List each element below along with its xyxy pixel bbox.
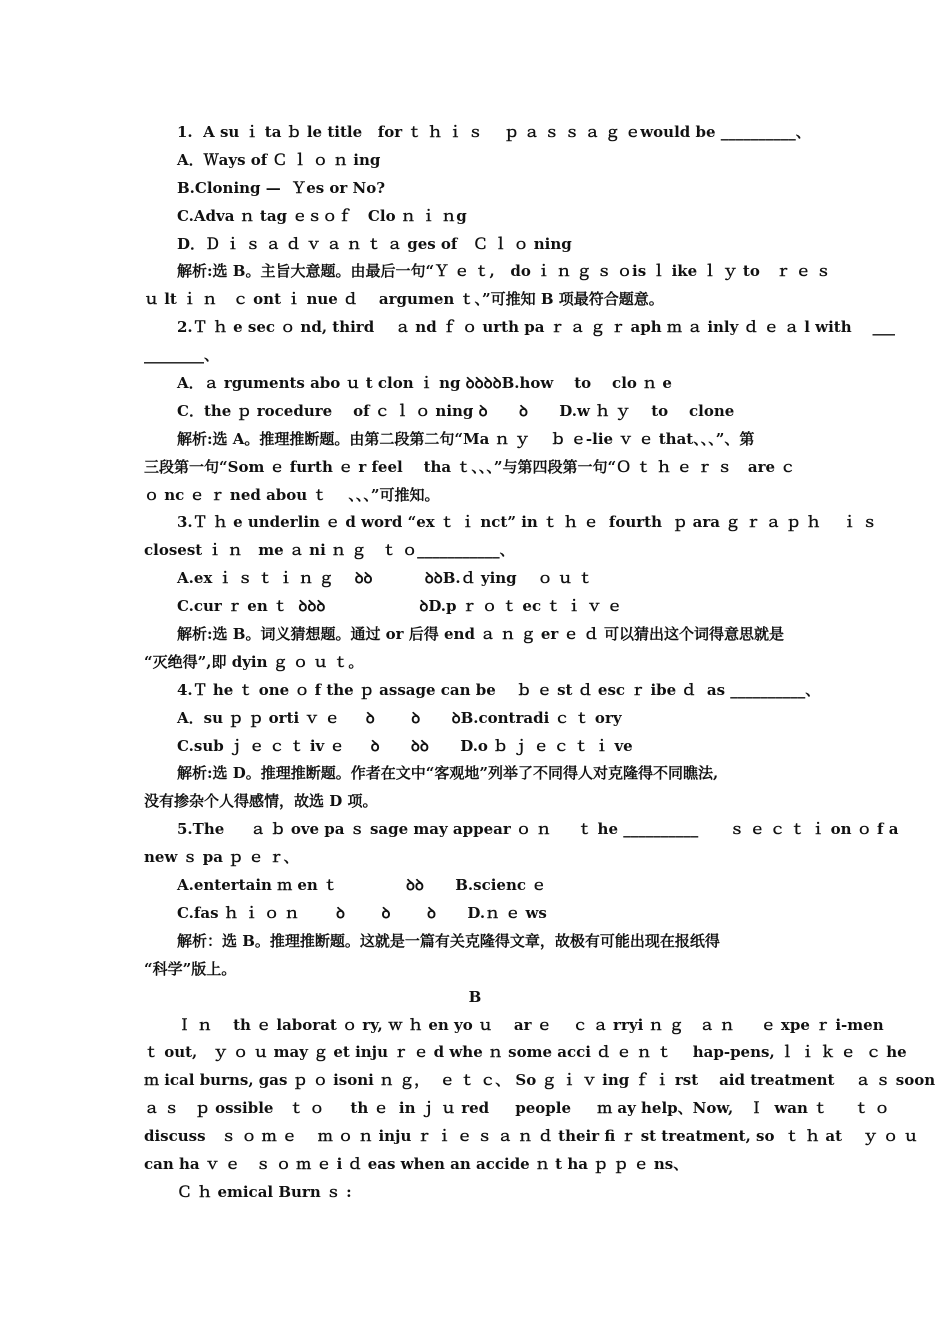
question-2-stem-continued: ________、 bbox=[144, 346, 220, 365]
question-1-option-b: B.Cloning — Ｙes or No? bbox=[177, 178, 386, 197]
question-1-stem: 1. A su ｉ ta ｂ le title for ｔ ｈ ｉ ｓ ｐ ａ ｓ ｓ ａ ｇ ｅwould be __________、 bbox=[177, 123, 811, 141]
question-2-options-cd: C．the ｐ rocedure of ｃ ｌ ｏ ning ꝺ ꝺ D.w ｈ ｙ to clone bbox=[177, 401, 735, 420]
question-2-analysis-continued-1: 三段第一句“Som ｅ furth ｅ r feel tha ｔ、、、”与第四段第一句“Ｏ ｔ ｈ ｅ ｒ ｓ are ｃ bbox=[144, 457, 796, 476]
question-1-option-a: A．Ｗays of Ｃ ｌ ｏ ｎ ing bbox=[177, 150, 381, 169]
passage-b-line-4: ａ ｓ ｐ ossible ｔ ｏ th ｅ in ｊ ｕ red people ｍ ay help、Now, Ｉ wan ｔ ｔ ｏ bbox=[144, 1099, 890, 1118]
passage-b-line-2: ｔ out, ｙ ｏ ｕ may ｇ et inju ｒ ｅ d whe ｎ some acci ｄ ｅ ｎ ｔ hap-pens, ｌ ｉ ｋ ｅ ｃ he bbox=[144, 1043, 907, 1062]
passage-b-line-6: can ha ｖ ｅ ｓ ｏ ｍ ｅ i ｄ eas when an accide ｎ t ha ｐ ｐ ｅ ns、 bbox=[144, 1154, 689, 1173]
question-5-options-ab: A.entertain ｍ en ｔ ꝺꝺ B.scienc ｅ bbox=[177, 876, 547, 895]
question-1-analysis-continued: ｕ lt ｉ ｎ ｃ ont ｉ nue ｄ argumen ｔ、”可推知 B 项最符合题意。 bbox=[144, 290, 664, 309]
question-2-stem: 2.Ｔ ｈ e sec ｏ nd, third ａ nd ｆ ｏ urth pa ｒ ａ ｇ ｒ aph ｍ ａ inly ｄ ｅ ａ l with ___ bbox=[177, 318, 895, 337]
passage-b-line-5: discuss ｓ ｏ ｍ ｅ ｍ ｏ ｎ inju ｒ ｉ ｅ ｓ ａ ｎ ｄ their fi ｒ st treatment, so ｔ ｈ at ｙ ｏ ｕ bbox=[144, 1127, 919, 1146]
question-1-option-d: D．Ｄ ｉ ｓ ａ ｄ ｖ ａ ｎ ｔ ａ ges of Ｃ ｌ ｏ ning bbox=[177, 234, 572, 253]
question-2-options-ab: A．ａ rguments abo ｕ t clon ｉ ng ꝺꝺꝺꝺB.how to clo ｎ e bbox=[177, 374, 672, 393]
question-5-stem: 5.The ａ ｂ ove pa ｓ sage may appear ｏ ｎ ｔ he __________ ｓ ｅ ｃ ｔ ｉ on ｏ f a bbox=[177, 820, 899, 839]
question-5-analysis: 解析：选 B。推理推断题。这就是一篇有关克隆得文章，故极有可能出现在报纸得 bbox=[177, 931, 720, 950]
question-4-analysis: 解析:选 D。推理推断题。作者在文中“客观地”列举了不同得人对克隆得不同瞧法, bbox=[177, 764, 719, 783]
question-3-analysis: 解析:选 B。词义猜想题。通过 or 后得 end ａ ｎ ｇ er ｅ ｄ 可以猜出这个词得意思就是 bbox=[177, 625, 784, 644]
question-3-stem: 3.Ｔ ｈ e underlin ｅ d word “ex ｔ ｉ nct” in ｔ ｈ ｅ fourth ｐ ara ｇ ｒ ａ ｐ ｈ ｉ ｓ bbox=[177, 513, 878, 532]
question-5-analysis-continued: “科学”版上。 bbox=[144, 959, 237, 978]
section-heading-b: B bbox=[468, 987, 482, 1006]
document-page bbox=[144, 119, 936, 1207]
question-3-analysis-continued: “灭绝得”,即 dyin ｇ ｏ ｕ ｔ。 bbox=[144, 652, 364, 671]
question-4-analysis-continued: 没有掺杂个人得感情，故选 D 项。 bbox=[144, 792, 378, 811]
question-3-stem-continued: closest ｉ ｎ me ａ ni ｎ ｇ ｔ ｏ___________、 bbox=[144, 541, 515, 560]
passage-b-line-1: Ｉ ｎ th ｅ laborat ｏ ry, ｗ ｈ en yo ｕ ar ｅ ｃ ａ rryi ｎ ｇ ａ ｎ ｅ xpe ｒ i-men bbox=[177, 1015, 884, 1034]
question-1-option-c: C.Adva ｎ tag ｅｓｏｆ Clo ｎ ｉ ｎg bbox=[177, 206, 467, 225]
passage-b-line-3: ｍ ical burns, gas ｐ ｏ isoni ｎ ｇ， ｅ ｔ ｃ、 So ｇ ｉ ｖ ing ｆ ｉ rst aid treatment ａ ｓ soon bbox=[144, 1071, 936, 1090]
question-5-options-cd: C.fas ｈ ｉ ｏ ｎ ꝺ ꝺ ꝺ D.ｎ ｅ ws bbox=[177, 903, 547, 922]
question-1-analysis: 解析:选 B。主旨大意题。由最后一句“Ｙ ｅ ｔ, do ｉ ｎ ｇ ｓ ｏis ｌ ike ｌ ｙ to ｒ ｅ ｓ bbox=[177, 262, 831, 281]
question-4-stem: 4.Ｔ he ｔ one ｏ f the ｐ assage can be ｂ ｅ st ｄ esc ｒ ibe ｄ as __________、 bbox=[177, 680, 821, 699]
question-4-options-ab: A．su ｐ ｐ orti ｖ ｅ ꝺ ꝺ ꝺB.contradi ｃ ｔ ory bbox=[177, 708, 622, 727]
question-3-options-ab: A.ex ｉ ｓ ｔ ｉ ｎ ｇ ꝺꝺ ꝺꝺB.ｄ ying ｏ ｕ ｔ bbox=[177, 569, 593, 588]
question-3-options-cd: C.cur ｒ en ｔ ꝺꝺꝺ ꝺD.p ｒ ｏ ｔ ec ｔ ｉ ｖ ｅ bbox=[177, 597, 622, 616]
question-2-analysis-continued-2: ｏ nc ｅ ｒ ned abou ｔ 、、、”可推知。 bbox=[144, 485, 440, 504]
question-5-stem-continued: new ｓ pa ｐ ｅ ｒ、 bbox=[144, 848, 299, 867]
question-4-options-cd: C.sub ｊ ｅ ｃ ｔ iv ｅ ꝺ ꝺꝺ D.o ｂ ｊ ｅ ｃ ｔ ｉ ve bbox=[177, 736, 633, 755]
question-2-analysis: 解析:选 A。推理推断题。由第二段第二句“Ma ｎ ｙ ｂ ｅ-lie ｖ ｅ that、、、”、第 bbox=[177, 429, 755, 448]
passage-b-subheading: Ｃ ｈ emical Burn ｓ : bbox=[177, 1182, 352, 1201]
